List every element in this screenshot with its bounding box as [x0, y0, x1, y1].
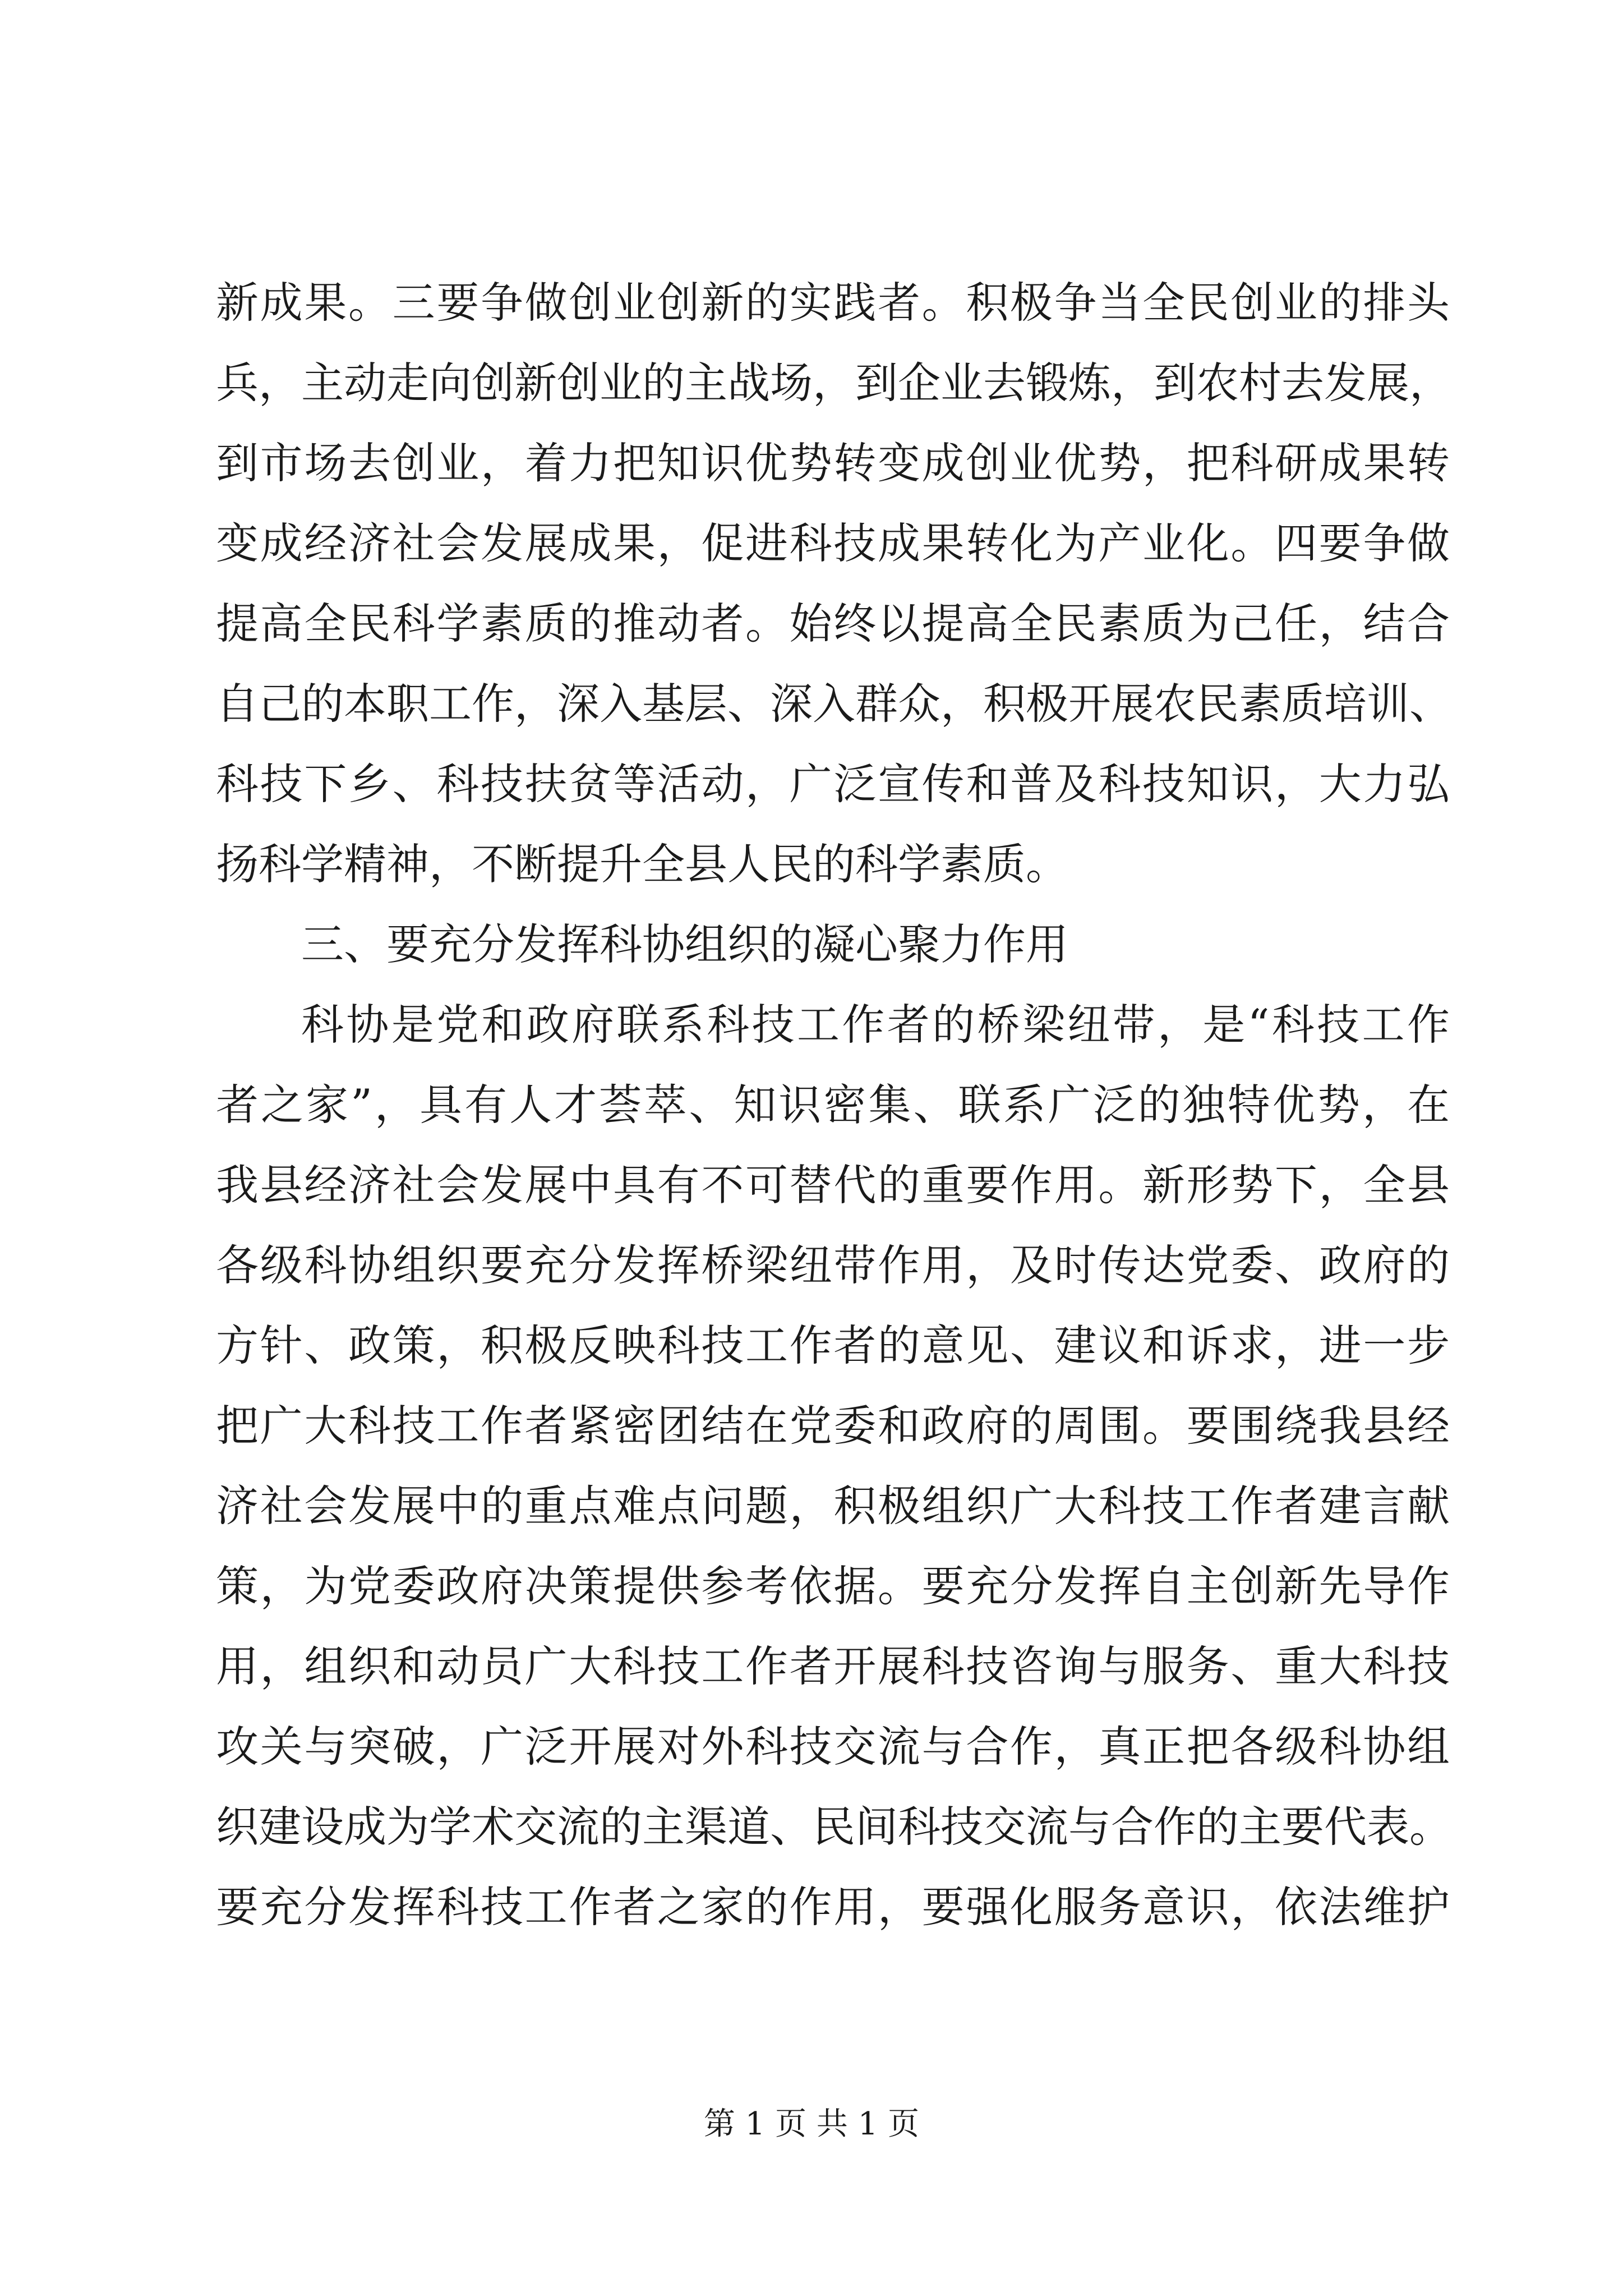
section-heading: 三、要充分发挥科协组织的凝心聚力作用: [301, 919, 1068, 969]
text-line: 方针、政策，积极反映科技工作者的意见、建议和诉求，进一步: [216, 1320, 1450, 1370]
text-line: 我县经济社会发展中具有不可替代的重要作用。新形势下，全县: [216, 1160, 1450, 1210]
text-line: 织建设成为学术交流的主渠道、民间科技交流与合作的主要代表。: [216, 1802, 1452, 1852]
text-line: 策，为党委政府决策提供参考依据。要充分发挥自主创新先导作: [216, 1561, 1450, 1611]
text-line: 用，组织和动员广大科技工作者开展科技咨询与服务、重大科技: [216, 1641, 1450, 1691]
text-line: 攻关与突破，广泛开展对外科技交流与合作，真正把各级科协组: [216, 1722, 1450, 1772]
text-line: 科技下乡、科技扶贫等活动，广泛宣传和普及科技知识，大力弘: [216, 759, 1450, 809]
text-line: 自己的本职工作，深入基层、深入群众，积极开展农民素质培训、: [216, 679, 1452, 729]
text-line: 兵，主动走向创新创业的主战场，到企业去锻炼，到农村去发展，: [216, 358, 1452, 408]
body-text: [216, 263, 1450, 1947]
text-line: 把广大科技工作者紧密团结在党委和政府的周围。要围绕我县经: [216, 1401, 1450, 1451]
text-line: 变成经济社会发展成果，促进科技成果转化为产业化。四要争做: [216, 518, 1450, 568]
text-line: 要充分发挥科技工作者之家的作用，要强化服务意识，依法维护: [216, 1882, 1450, 1932]
text-line: 到市场去创业，着力把知识优势转变成创业优势，把科研成果转: [216, 438, 1450, 488]
text-line: 科协是党和政府联系科技工作者的桥梁纽带，是“科技工作: [301, 1000, 1450, 1050]
text-line: 济社会发展中的重点难点问题，积极组织广大科技工作者建言献: [216, 1481, 1450, 1531]
text-line: 提高全民科学素质的推动者。始终以提高全民素质为己任，结合: [216, 599, 1450, 648]
text-line: 各级科协组织要充分发挥桥梁纽带作用，及时传达党委、政府的: [216, 1240, 1450, 1290]
text-line: 者之家”，具有人才荟萃、知识密集、联系广泛的独特优势，在: [216, 1080, 1450, 1130]
text-line: 扬科学精神，不断提升全县人民的科学素质。: [216, 839, 1068, 889]
text-line: 新成果。三要争做创业创新的实践者。积极争当全民创业的排头: [216, 278, 1450, 328]
page-footer: 第 1 页 共 1 页: [703, 2106, 920, 2142]
